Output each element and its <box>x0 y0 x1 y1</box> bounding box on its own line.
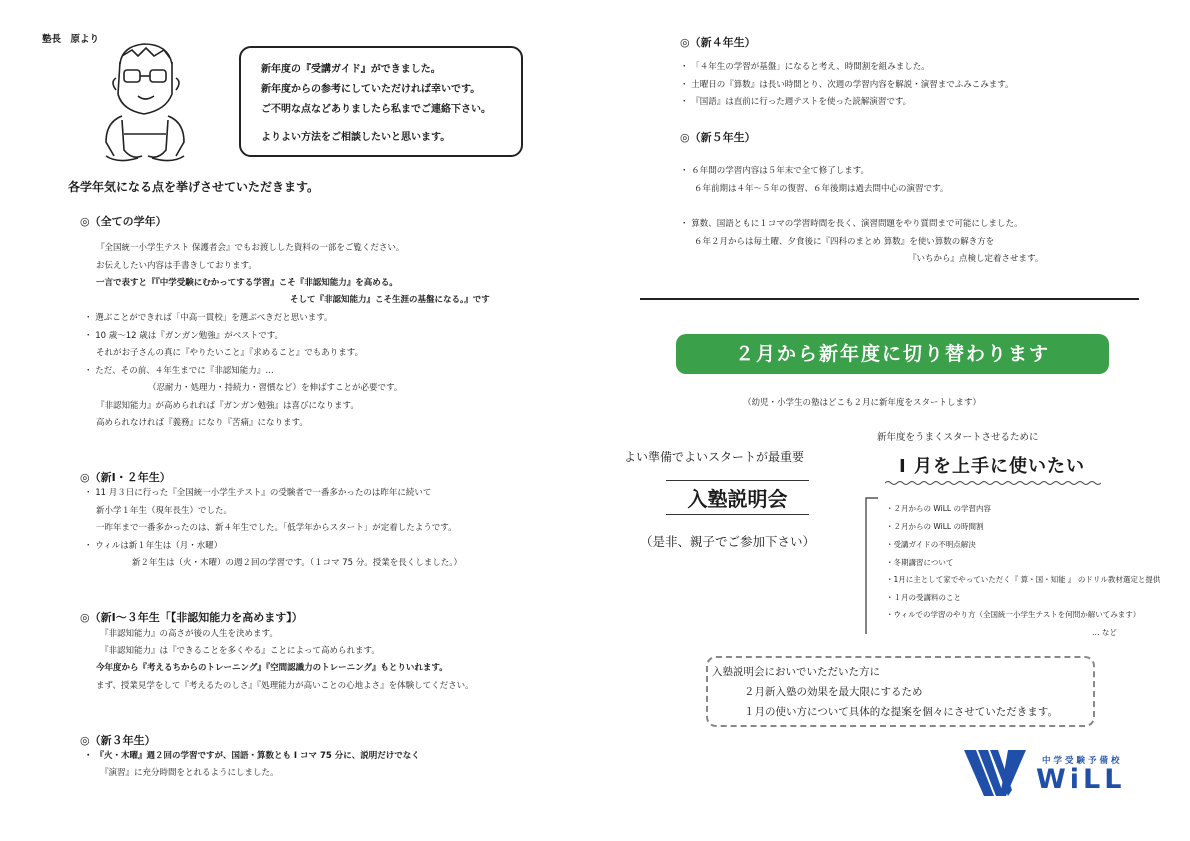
section-line: ・ 『国語』は直前に行った週テストを使った読解演習です。 <box>680 97 912 107</box>
section-line: ・ 10 歳～12 歳は『ガンガン勉強』がベストです。 <box>84 331 284 341</box>
principal-label: 塾長 原より <box>42 34 100 45</box>
january-item: ・１月の受講料のこと <box>886 593 961 602</box>
intro-text: 各学年気になる点を挙げさせていただきます。 <box>68 180 320 194</box>
january-item: ・受講ガイドの不明点解決 <box>886 540 976 549</box>
section-line: ・ 選ぶことができれば「中高一貫校」を選ぶべきだと思います。 <box>84 313 333 323</box>
info-line: １月の使い方について具体的な提案を個々にさせていただきます。 <box>744 706 1058 718</box>
logo-subtitle: 中学受験予備校 <box>1042 756 1123 766</box>
section-line: ・ 「４年生の学習が基盤」になると考え、時間割を組みました。 <box>680 62 930 72</box>
section-heading-grade4: ◎（新４年生） <box>680 36 756 49</box>
section-line: ・ ６年間の学習内容は５年末で全て修了します。 <box>680 166 870 176</box>
info-line: 入塾説明会においでいただいた方に <box>712 666 880 678</box>
section-heading-grade13: ◎（新Ⅰ～３年生「【非認知能力を高めます】） <box>80 611 303 624</box>
section-line: ・ 11 月３日に行った『全国統一小学生テスト』の受験者で一番多かったのは昨年に続いて <box>84 488 432 498</box>
section-line: 一昨年まで一番多かったのは、新４年生でした。「低学年からスタート」が定着したようです。 <box>96 523 457 533</box>
greeting-line: ご不明な点などありましたら私までご連絡下さい。 <box>261 104 491 115</box>
greeting-line: 新年度からの参考にしていただければ幸いです。 <box>261 84 481 95</box>
section-line: ６年前期は４年～５年の復習、６年後期は過去問中心の演習です。 <box>694 184 949 194</box>
section-line: 『非認知能力』は『できることを多くやる』ことによって高められます。 <box>100 646 380 656</box>
wavy-underline <box>885 480 1101 486</box>
section-line: 高められなければ『義務』になり『苦痛』になります。 <box>96 418 308 428</box>
list-bracket <box>860 496 880 636</box>
new-year-banner: ２月から新年度に切り替わります <box>676 334 1109 374</box>
seminar-subtext: （是非、親子でご参加下さい） <box>640 534 816 549</box>
section-line: （忍耐力・処理力・持続力・習慣など）を伸ばすことが必要です。 <box>148 383 403 393</box>
section-line: 『いちから』点検し定着させます。 <box>908 254 1044 264</box>
section-line: そして『非認知能力』こそ生涯の基盤になる。』です <box>290 295 490 305</box>
january-item: ・1月に主として家でやっていただく『 算・国・知能 』 のドリル教材選定と提供 <box>886 575 1161 584</box>
january-item: ・２月からの WiLL の学習内容 <box>886 504 991 513</box>
section-line: それがお子さんの真に『やりたいこと』『求めること』でもあります。 <box>96 348 364 358</box>
january-title: I 月を上手に使いたい <box>899 456 1085 477</box>
divider <box>640 298 1139 300</box>
info-line: ２月新入塾の効果を最大限にするため <box>744 686 923 698</box>
will-logo <box>964 748 1142 798</box>
january-item: ・ウィルでの学習のやり方（全国統一小学生テストを何問か解いてみます） <box>886 610 1141 619</box>
section-line: 新小学１年生（現年長生）でした。 <box>96 506 233 516</box>
section-line: 新２年生は（火・木曜）の週２回の学習です。（１コマ 75 分。授業を長くしました。） <box>132 558 463 568</box>
section-line: 今年度から『考えるちからのトレーニング』『空間認識力のトレーニング』もとりいれます。 <box>96 663 448 673</box>
section-line: ６年２月からは毎土曜、夕食後に『四科のまとめ 算数』を使い算数の解き方を <box>694 237 995 247</box>
section-line: ・ 『火・木曜』週２回の学習ですが、国語・算数とも I コマ 75 分に、説明だけでなく <box>84 751 420 761</box>
section-heading-grade12: ◎（新Ⅰ・２年生） <box>80 471 171 484</box>
section-heading-grade5: ◎（新５年生） <box>680 131 756 144</box>
section-heading-grade3: ◎（新３年生） <box>80 734 156 747</box>
banner-subtext: （幼児・小学生の塾はどこも２月に新年度をスタートします） <box>743 398 982 408</box>
section-line: 『非認知能力』が高められれば『ガンガン勉強』は喜びになります。 <box>96 401 359 411</box>
section-line: 一言で表すと『『中学受験にむかってする学習』こそ『非認知能力』を高める。 <box>96 278 398 288</box>
section-line: 『全国統一小学生テスト 保護者会』でもお渡しした資料の一部をご覧ください。 <box>96 243 405 253</box>
january-lead: 新年度をうまくスタートさせるために <box>877 432 1039 443</box>
section-line: 『非認知能力』の高さが後の人生を決めます。 <box>100 629 278 639</box>
logo-name: WiLL <box>1036 764 1126 795</box>
principal-cartoon <box>92 38 200 166</box>
section-line: ・ 算数、国語ともに１コマの学習時間を長く、演習問題をやり質問まで可能にしました。 <box>680 219 1023 229</box>
january-etc: … など <box>1092 628 1117 637</box>
section-line: 『演習』に充分時間をとれるようにしました。 <box>100 768 279 778</box>
info-box <box>706 656 1095 727</box>
seminar-lead: よい準備でよいスタートが最重要 <box>624 450 805 464</box>
section-line: ・ ただ、その前、４年生までに『非認知能力』… <box>84 366 274 376</box>
seminar-title: 入塾説明会 <box>666 480 809 515</box>
january-item: ・冬期講習について <box>886 558 954 567</box>
will-logo-mark <box>964 750 1026 796</box>
section-line: まず、授業見学をして『考えるたのしさ』『処理能力が高いことの心地よさ』を体験してください。 <box>96 681 474 691</box>
greeting-bubble <box>239 46 523 157</box>
section-line: ・ 土曜日の『算数』は長い時間とり、次週の学習内容を解説・演習までふみこみます。 <box>680 80 1014 90</box>
section-line: お伝えしたい内容は手書きしております。 <box>96 261 257 271</box>
greeting-line: 新年度の『受講ガイド』ができました。 <box>261 64 441 75</box>
greeting-line: よりよい方法をご相談したいと思います。 <box>261 132 451 143</box>
january-item: ・２月からの WiLL の時間割 <box>886 522 984 531</box>
section-heading-all: ◎（全ての学年） <box>80 215 167 228</box>
section-line: ・ ウィルは新１年生は（月・水曜） <box>84 541 223 551</box>
